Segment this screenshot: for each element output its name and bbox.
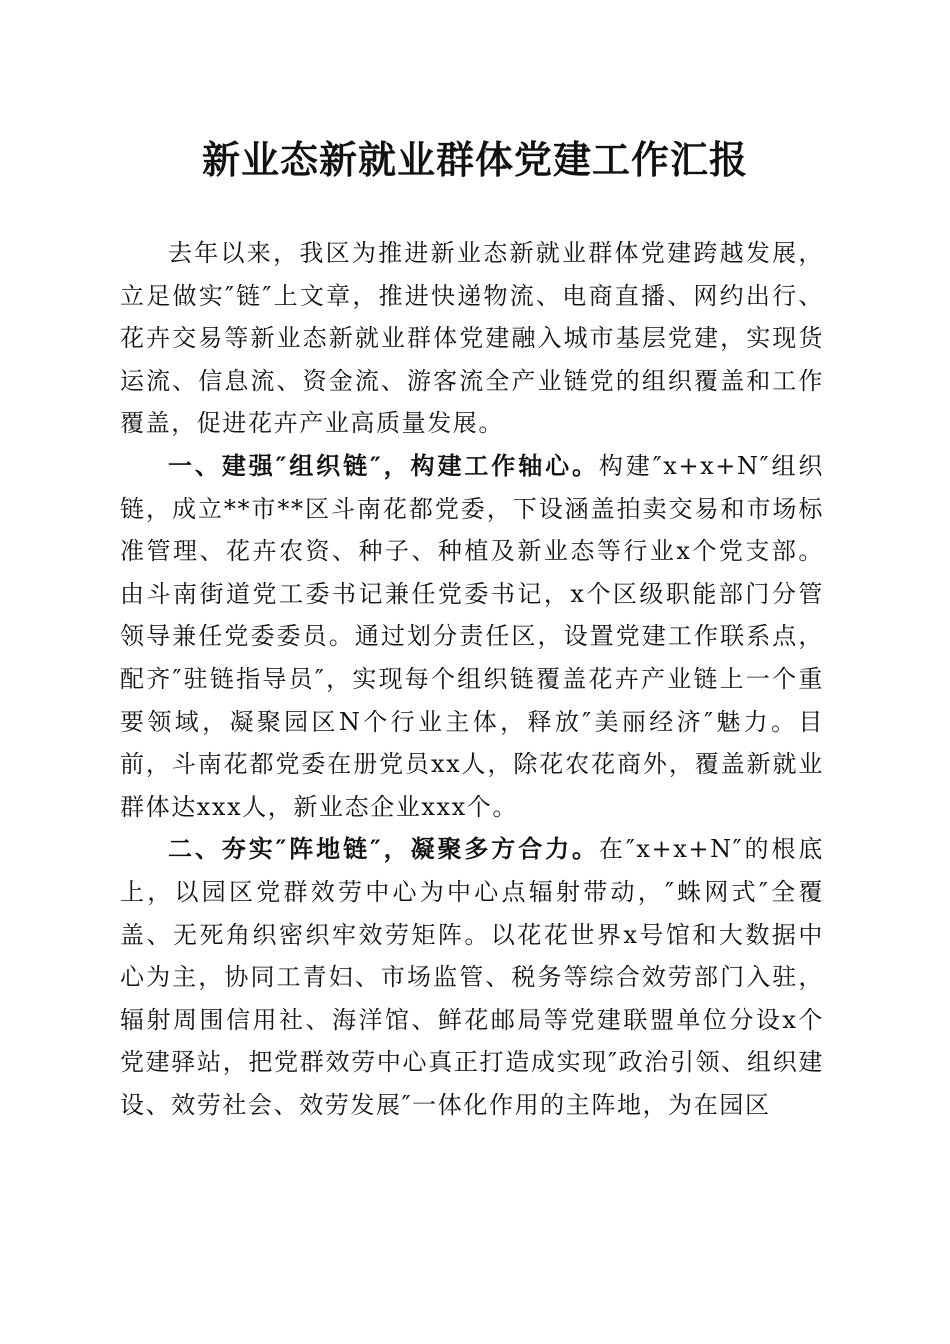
section-one-text: 构建″x+x+N″组织链，成立**市**区斗南花都党委，下设涵盖拍卖交易和市场标准管理、花卉农资、种子、种植及新业态等行业x个党支部。由斗南街道党工委书记兼任党委书记，x个区级职能部门分管领导兼任党委委员。通过划分责任区，设置党建工作联系点，配齐″驻链指导员″，实现每个组织链覆盖花卉产业链上一个重要领域，凝聚园区N个行业主体，释放″美丽经济″魅力。目前，斗南花都党委在册党员xx人，除花农花商外，覆盖新就业群体达xxx人，新业态企业xxx个。 <box>120 451 824 821</box>
intro-paragraph-text: 去年以来，我区为推进新业态新就业群体党建跨越发展，立足做实″链″上文章，推进快递物流、电商直播、网约出行、花卉交易等新业态新就业群体党建融入城市基层党建，实现货运流、信息流、资金流、游客流全产业链党的组织覆盖和工作覆盖，促进花卉产业高质量发展。 <box>120 239 824 438</box>
section-two-heading: 二、夯实″阵地链″，凝聚多方合力。 <box>168 835 599 864</box>
document-body <box>120 232 824 1126</box>
intro-paragraph <box>120 232 824 445</box>
section-one-heading: 一、建强″组织链″，构建工作轴心。 <box>168 451 599 480</box>
section-two-text: 在″x+x+N″的根底上，以园区党群效劳中心为中心点辐射带动，″蛛网式″全覆盖、无死角织密织牢效劳矩阵。以花花世界x号馆和大数据中心为主，协同工青妇、市场监管、税务等综合效劳部门入驻，辐射周围信用社、海洋馆、鲜花邮局等党建联盟单位分设x个党建驿站，把党群效劳中心真正打造成实现″政治引领、组织建设、效劳社会、效劳发展″一体化作用的主阵地，为在园区 <box>120 835 824 1119</box>
section-two-paragraph <box>120 828 824 1126</box>
section-one-paragraph <box>120 445 824 828</box>
document-title: 新业态新就业群体党建工作汇报 <box>201 138 748 182</box>
